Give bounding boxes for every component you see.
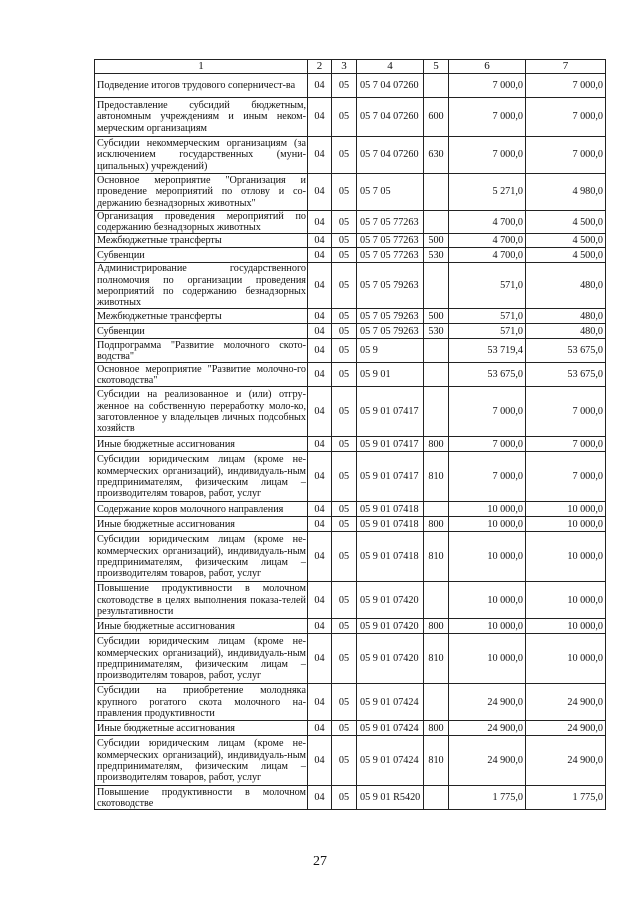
expense-type-cell: 800: [424, 517, 449, 532]
section-code-cell: 04: [308, 339, 332, 363]
subsection-code-cell: 05: [332, 619, 357, 634]
amount-year2-cell: 10 000,0: [526, 619, 606, 634]
column-header: 6: [449, 60, 526, 74]
amount-year1-cell: 7 000,0: [449, 98, 526, 137]
subsection-code-cell: 05: [332, 174, 357, 211]
row-name-cell: Повышение продуктивности в молочном скотоводстве: [95, 786, 308, 810]
header-row: [95, 60, 606, 74]
row-name-cell: Субсидии на реализованное и (или) отгру-женное на собственную переработку моло-ко, заготовленное у владельцев личных подсобных хозяйств: [95, 387, 308, 437]
section-code-cell: 04: [308, 363, 332, 387]
row-name-cell: Субсидии юридическим лицам (кроме не-коммерческих организаций), индивидуаль-ным предпринимателям, физическим лицам – производителям товаров, работ, услуг: [95, 634, 308, 684]
expense-type-cell: 500: [424, 309, 449, 324]
table-row: [95, 452, 606, 502]
target-article-cell: 05 9 01 07420: [357, 582, 424, 619]
amount-year2-cell: 480,0: [526, 263, 606, 309]
column-header: 4: [357, 60, 424, 74]
target-article-cell: 05 7 05 77263: [357, 248, 424, 263]
amount-year2-cell: 480,0: [526, 324, 606, 339]
target-article-cell: 05 7 05: [357, 174, 424, 211]
expense-type-cell: 810: [424, 634, 449, 684]
expense-type-cell: 800: [424, 721, 449, 736]
row-name-cell: Межбюджетные трансферты: [95, 309, 308, 324]
table-row: [95, 324, 606, 339]
target-article-cell: 05 9 01 07424: [357, 721, 424, 736]
table-row: [95, 517, 606, 532]
target-article-cell: 05 9 01 07418: [357, 532, 424, 582]
column-header: 7: [526, 60, 606, 74]
amount-year1-cell: 53 719,4: [449, 339, 526, 363]
section-code-cell: 04: [308, 234, 332, 248]
row-name-cell: Субсидии на приобретение молодняка крупного рогатого скота молочного на-правления продуктивности: [95, 684, 308, 721]
amount-year1-cell: 4 700,0: [449, 248, 526, 263]
table-row: [95, 74, 606, 98]
amount-year2-cell: 7 000,0: [526, 437, 606, 452]
amount-year1-cell: 10 000,0: [449, 517, 526, 532]
expense-type-cell: 800: [424, 437, 449, 452]
section-code-cell: 04: [308, 437, 332, 452]
amount-year1-cell: 4 700,0: [449, 211, 526, 234]
section-code-cell: 04: [308, 74, 332, 98]
table-row: [95, 721, 606, 736]
column-header: 2: [308, 60, 332, 74]
section-code-cell: 04: [308, 452, 332, 502]
expense-type-cell: 530: [424, 248, 449, 263]
section-code-cell: 04: [308, 387, 332, 437]
amount-year2-cell: 4 500,0: [526, 248, 606, 263]
table-row: [95, 532, 606, 582]
subsection-code-cell: 05: [332, 74, 357, 98]
amount-year2-cell: 4 500,0: [526, 211, 606, 234]
expense-type-cell: [424, 387, 449, 437]
amount-year1-cell: 24 900,0: [449, 684, 526, 721]
expense-type-cell: 530: [424, 324, 449, 339]
section-code-cell: 04: [308, 517, 332, 532]
amount-year1-cell: 24 900,0: [449, 736, 526, 786]
amount-year2-cell: 1 775,0: [526, 786, 606, 810]
table-row: [95, 137, 606, 174]
column-header: 5: [424, 60, 449, 74]
expense-type-cell: [424, 363, 449, 387]
section-code-cell: 04: [308, 582, 332, 619]
amount-year1-cell: 7 000,0: [449, 387, 526, 437]
expense-type-cell: [424, 684, 449, 721]
expense-type-cell: [424, 786, 449, 810]
target-article-cell: 05 9 01 R5420: [357, 786, 424, 810]
section-code-cell: 04: [308, 137, 332, 174]
table-row: [95, 263, 606, 309]
section-code-cell: 04: [308, 736, 332, 786]
subsection-code-cell: 05: [332, 211, 357, 234]
subsection-code-cell: 05: [332, 363, 357, 387]
section-code-cell: 04: [308, 721, 332, 736]
target-article-cell: 05 9 01 07418: [357, 517, 424, 532]
target-article-cell: 05 9 01 07420: [357, 619, 424, 634]
subsection-code-cell: 05: [332, 582, 357, 619]
amount-year1-cell: 571,0: [449, 263, 526, 309]
amount-year1-cell: 7 000,0: [449, 452, 526, 502]
expense-type-cell: 630: [424, 137, 449, 174]
section-code-cell: 04: [308, 502, 332, 517]
section-code-cell: 04: [308, 786, 332, 810]
expense-type-cell: [424, 339, 449, 363]
section-code-cell: 04: [308, 211, 332, 234]
amount-year1-cell: 24 900,0: [449, 721, 526, 736]
budget-table: [94, 59, 606, 810]
target-article-cell: 05 7 04 07260: [357, 137, 424, 174]
page-number: 27: [313, 854, 327, 869]
amount-year1-cell: 4 700,0: [449, 234, 526, 248]
amount-year2-cell: 10 000,0: [526, 502, 606, 517]
expense-type-cell: [424, 502, 449, 517]
table-row: [95, 582, 606, 619]
expense-type-cell: 810: [424, 736, 449, 786]
amount-year2-cell: 7 000,0: [526, 98, 606, 137]
amount-year2-cell: 7 000,0: [526, 74, 606, 98]
row-name-cell: Иные бюджетные ассигнования: [95, 517, 308, 532]
table-row: [95, 98, 606, 137]
expense-type-cell: [424, 263, 449, 309]
column-header: 1: [95, 60, 308, 74]
section-code-cell: 04: [308, 248, 332, 263]
amount-year2-cell: 480,0: [526, 309, 606, 324]
expense-type-cell: 810: [424, 452, 449, 502]
table-row: [95, 502, 606, 517]
subsection-code-cell: 05: [332, 263, 357, 309]
subsection-code-cell: 05: [332, 248, 357, 263]
row-name-cell: Субвенции: [95, 324, 308, 339]
subsection-code-cell: 05: [332, 137, 357, 174]
target-article-cell: 05 9 01 07418: [357, 502, 424, 517]
target-article-cell: 05 7 04 07260: [357, 74, 424, 98]
table-row: [95, 786, 606, 810]
table-row: [95, 339, 606, 363]
table-row: [95, 736, 606, 786]
section-code-cell: 04: [308, 532, 332, 582]
subsection-code-cell: 05: [332, 98, 357, 137]
section-code-cell: 04: [308, 324, 332, 339]
expense-type-cell: 600: [424, 98, 449, 137]
table-row: [95, 363, 606, 387]
amount-year2-cell: 24 900,0: [526, 736, 606, 786]
section-code-cell: 04: [308, 619, 332, 634]
table-row: [95, 619, 606, 634]
amount-year2-cell: 4 500,0: [526, 234, 606, 248]
row-name-cell: Основное мероприятие "Развитие молочно-го скотоводства": [95, 363, 308, 387]
amount-year1-cell: 10 000,0: [449, 634, 526, 684]
subsection-code-cell: 05: [332, 437, 357, 452]
subsection-code-cell: 05: [332, 339, 357, 363]
row-name-cell: Субсидии юридическим лицам (кроме не-коммерческих организаций), индивидуаль-ным предпринимателям, физическим лицам – производителям товаров, работ, услуг: [95, 532, 308, 582]
subsection-code-cell: 05: [332, 452, 357, 502]
expense-type-cell: 500: [424, 234, 449, 248]
target-article-cell: 05 7 05 77263: [357, 211, 424, 234]
target-article-cell: 05 9 01 07417: [357, 452, 424, 502]
amount-year2-cell: 24 900,0: [526, 684, 606, 721]
target-article-cell: 05 9 01 07424: [357, 736, 424, 786]
amount-year2-cell: 24 900,0: [526, 721, 606, 736]
target-article-cell: 05 7 05 77263: [357, 234, 424, 248]
table-row: [95, 309, 606, 324]
amount-year1-cell: 10 000,0: [449, 582, 526, 619]
table-row: [95, 437, 606, 452]
row-name-cell: Предоставление субсидий бюджетным, автономным учреждениям и иным неком-мерческим организациям: [95, 98, 308, 137]
target-article-cell: 05 9 01 07417: [357, 387, 424, 437]
row-name-cell: Организация проведения мероприятий по содержанию безнадзорных животных: [95, 211, 308, 234]
target-article-cell: 05 7 05 79263: [357, 324, 424, 339]
expense-type-cell: [424, 211, 449, 234]
table-row: [95, 634, 606, 684]
row-name-cell: Субсидии юридическим лицам (кроме не-коммерческих организаций), индивидуаль-ным предпринимателям, физическим лицам – производителям товаров, работ, услуг: [95, 452, 308, 502]
subsection-code-cell: 05: [332, 532, 357, 582]
expense-type-cell: 810: [424, 532, 449, 582]
subsection-code-cell: 05: [332, 736, 357, 786]
target-article-cell: 05 9 01 07424: [357, 684, 424, 721]
amount-year1-cell: 571,0: [449, 309, 526, 324]
amount-year1-cell: 7 000,0: [449, 74, 526, 98]
amount-year2-cell: 7 000,0: [526, 137, 606, 174]
row-name-cell: Основное мероприятие "Организация и проведение мероприятий по отлову и со-держанию безнадзорных животных": [95, 174, 308, 211]
amount-year2-cell: 7 000,0: [526, 387, 606, 437]
expense-type-cell: [424, 174, 449, 211]
row-name-cell: Субвенции: [95, 248, 308, 263]
row-name-cell: Субсидии юридическим лицам (кроме не-коммерческих организаций), индивидуаль-ным предпринимателям, физическим лицам – производителям товаров, работ, услуг: [95, 736, 308, 786]
amount-year1-cell: 10 000,0: [449, 502, 526, 517]
target-article-cell: 05 7 05 79263: [357, 263, 424, 309]
target-article-cell: 05 9: [357, 339, 424, 363]
amount-year1-cell: 10 000,0: [449, 619, 526, 634]
section-code-cell: 04: [308, 309, 332, 324]
row-name-cell: Иные бюджетные ассигнования: [95, 437, 308, 452]
subsection-code-cell: 05: [332, 721, 357, 736]
amount-year2-cell: 10 000,0: [526, 582, 606, 619]
row-name-cell: Повышение продуктивности в молочном скотоводстве в целях выполнения показа-телей результативности: [95, 582, 308, 619]
table-row: [95, 684, 606, 721]
target-article-cell: 05 9 01: [357, 363, 424, 387]
target-article-cell: 05 7 04 07260: [357, 98, 424, 137]
amount-year1-cell: 7 000,0: [449, 137, 526, 174]
amount-year1-cell: 571,0: [449, 324, 526, 339]
row-name-cell: Подведение итогов трудового соперничест-ва: [95, 74, 308, 98]
subsection-code-cell: 05: [332, 634, 357, 684]
amount-year2-cell: 10 000,0: [526, 532, 606, 582]
amount-year1-cell: 1 775,0: [449, 786, 526, 810]
subsection-code-cell: 05: [332, 324, 357, 339]
column-header: 3: [332, 60, 357, 74]
amount-year1-cell: 10 000,0: [449, 532, 526, 582]
row-name-cell: Подпрограмма "Развитие молочного ското-водства": [95, 339, 308, 363]
amount-year1-cell: 7 000,0: [449, 437, 526, 452]
amount-year2-cell: 10 000,0: [526, 517, 606, 532]
expense-type-cell: [424, 582, 449, 619]
subsection-code-cell: 05: [332, 234, 357, 248]
table-row: [95, 387, 606, 437]
amount-year2-cell: 53 675,0: [526, 339, 606, 363]
subsection-code-cell: 05: [332, 786, 357, 810]
section-code-cell: 04: [308, 174, 332, 211]
section-code-cell: 04: [308, 634, 332, 684]
amount-year2-cell: 7 000,0: [526, 452, 606, 502]
subsection-code-cell: 05: [332, 387, 357, 437]
subsection-code-cell: 05: [332, 684, 357, 721]
amount-year2-cell: 4 980,0: [526, 174, 606, 211]
target-article-cell: 05 9 01 07417: [357, 437, 424, 452]
target-article-cell: 05 7 05 79263: [357, 309, 424, 324]
subsection-code-cell: 05: [332, 517, 357, 532]
amount-year1-cell: 53 675,0: [449, 363, 526, 387]
amount-year2-cell: 10 000,0: [526, 634, 606, 684]
section-code-cell: 04: [308, 684, 332, 721]
row-name-cell: Межбюджетные трансферты: [95, 234, 308, 248]
table-row: [95, 174, 606, 211]
row-name-cell: Содержание коров молочного направления: [95, 502, 308, 517]
target-article-cell: 05 9 01 07420: [357, 634, 424, 684]
row-name-cell: Субсидии некоммерческим организациям (за исключением государственных (муни-ципальных) учреждений): [95, 137, 308, 174]
subsection-code-cell: 05: [332, 309, 357, 324]
table-row: [95, 248, 606, 263]
amount-year1-cell: 5 271,0: [449, 174, 526, 211]
row-name-cell: Администрирование государственного полномочия по организации проведения мероприятий по содержанию безнадзорных животных: [95, 263, 308, 309]
subsection-code-cell: 05: [332, 502, 357, 517]
table-row: [95, 211, 606, 234]
section-code-cell: 04: [308, 263, 332, 309]
section-code-cell: 04: [308, 98, 332, 137]
amount-year2-cell: 53 675,0: [526, 363, 606, 387]
row-name-cell: Иные бюджетные ассигнования: [95, 619, 308, 634]
expense-type-cell: [424, 74, 449, 98]
row-name-cell: Иные бюджетные ассигнования: [95, 721, 308, 736]
table-row: [95, 234, 606, 248]
expense-type-cell: 800: [424, 619, 449, 634]
